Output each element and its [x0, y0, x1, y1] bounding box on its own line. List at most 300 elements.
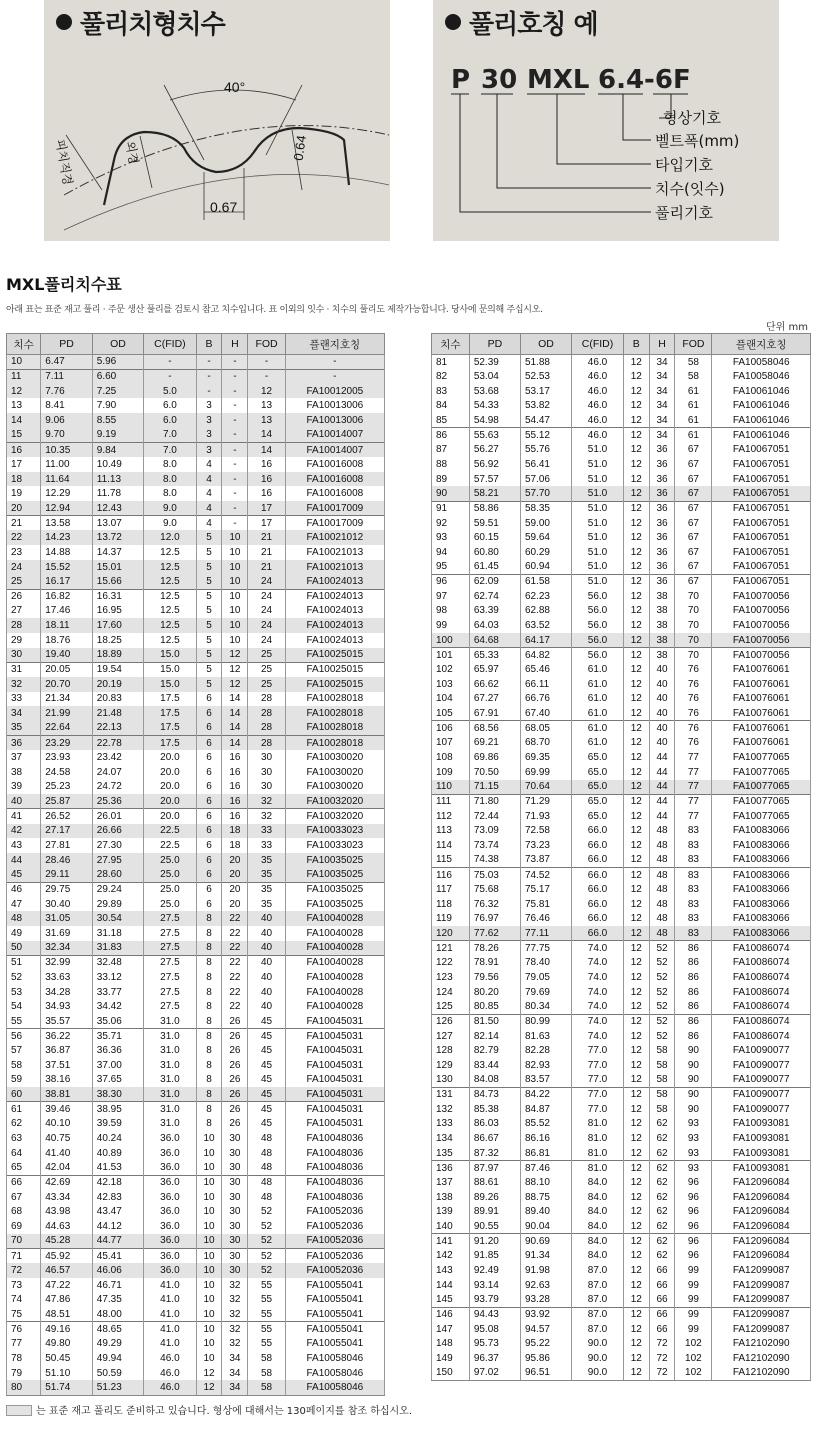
table-cell: 128: [432, 1043, 470, 1058]
table-cell: 67.40: [520, 706, 571, 721]
table-cell: FA10028018: [285, 721, 384, 736]
outer-dia-arrow: [140, 136, 152, 188]
table-cell: 53: [7, 985, 41, 1000]
table-cell: 58: [649, 1043, 675, 1058]
table-cell: 26: [222, 1117, 248, 1132]
table-row: [7, 1219, 385, 1234]
table-row: [432, 560, 811, 575]
table-cell: 62: [7, 1117, 41, 1132]
table-cell: 43: [7, 838, 41, 853]
table-cell: 36: [649, 530, 675, 545]
table-cell: 90.55: [469, 1219, 520, 1234]
table-cell: 67.91: [469, 706, 520, 721]
table-cell: 70: [675, 618, 712, 633]
table-cell: 59.00: [520, 516, 571, 531]
table-cell: 71.29: [520, 794, 571, 809]
table-cell: 34: [7, 706, 41, 721]
table-cell: 28: [248, 721, 285, 736]
table-cell: 69.86: [469, 750, 520, 765]
table-cell: 7.90: [92, 398, 144, 413]
table-cell: FA10032020: [285, 809, 384, 824]
pitch-diameter-label: 피치직경: [53, 138, 75, 187]
table-cell: 101: [432, 648, 470, 663]
table-cell: 12: [7, 384, 41, 399]
table-cell: 122: [432, 955, 470, 970]
table-cell: 28.60: [92, 867, 144, 882]
table-cell: 40: [248, 941, 285, 956]
table-cell: -: [222, 516, 248, 531]
table-cell: 26: [222, 1102, 248, 1117]
table-cell: 36.0: [144, 1263, 196, 1278]
table-row: [7, 369, 385, 384]
table-cell: 14: [7, 413, 41, 428]
table-cell: 6: [196, 838, 222, 853]
table-cell: 12: [623, 1117, 649, 1132]
table-cell: 46.0: [144, 1366, 196, 1381]
table-row: [7, 1058, 385, 1073]
table-row: [432, 765, 811, 780]
table-cell: 12: [222, 648, 248, 663]
table-row: [432, 369, 811, 384]
table-row: [432, 1263, 811, 1278]
table-cell: 78.40: [520, 955, 571, 970]
designation-diagram: [433, 40, 779, 240]
table-cell: FA10014007: [285, 428, 384, 443]
table-cell: 93.28: [520, 1293, 571, 1308]
table-cell: 46.0: [144, 1351, 196, 1366]
table-cell: 3: [196, 398, 222, 413]
table-cell: FA10045031: [285, 1117, 384, 1132]
table-row: [432, 1322, 811, 1337]
table-cell: 80.99: [520, 1014, 571, 1029]
table-row: [7, 1190, 385, 1205]
table-cell: 14.37: [92, 545, 144, 560]
table-cell: 11.78: [92, 486, 144, 501]
table-cell: 82.28: [520, 1043, 571, 1058]
table-cell: 87.0: [572, 1307, 624, 1322]
table-row: [432, 999, 811, 1014]
table-cell: 6: [196, 692, 222, 707]
table-cell: 5: [196, 633, 222, 648]
table-row: [432, 1102, 811, 1117]
table-cell: 36.0: [144, 1175, 196, 1190]
table-cell: FA10083066: [712, 926, 811, 941]
table-cell: 5.96: [92, 355, 144, 370]
table-row: [432, 897, 811, 912]
table-cell: 27: [7, 604, 41, 619]
table-row: [7, 926, 385, 941]
code-part-width-shape: 6.4-6F: [598, 65, 691, 95]
table-cell: 12: [623, 1175, 649, 1190]
table-cell: FA10077065: [712, 780, 811, 795]
table-cell: FA10016008: [285, 457, 384, 472]
table-row: [432, 457, 811, 472]
table-cell: 12: [623, 355, 649, 370]
table-cell: 31.0: [144, 1043, 196, 1058]
table-cell: FA12096084: [712, 1205, 811, 1220]
table-cell: 48: [649, 926, 675, 941]
table-cell: 51.88: [520, 355, 571, 370]
table-cell: 10: [222, 574, 248, 589]
table-cell: 69.21: [469, 736, 520, 751]
table-cell: 20.70: [41, 677, 93, 692]
table-cell: 48: [649, 897, 675, 912]
table-row: [7, 692, 385, 707]
table-cell: 32: [222, 1336, 248, 1351]
table-cell: FA10076061: [712, 706, 811, 721]
column-header: FOD: [675, 334, 712, 355]
table-cell: 53.04: [469, 369, 520, 384]
table-cell: 54.47: [520, 413, 571, 428]
table-cell: 58.21: [469, 486, 520, 501]
table-cell: 81.0: [572, 1131, 624, 1146]
table-cell: 70: [675, 589, 712, 604]
table-cell: 12: [248, 384, 285, 399]
table-cell: FA10048036: [285, 1131, 384, 1146]
table-cell: 130: [432, 1073, 470, 1088]
column-header: FOD: [248, 334, 285, 355]
table-cell: 52.53: [520, 369, 571, 384]
table-cell: 16: [222, 765, 248, 780]
table-cell: 73.09: [469, 824, 520, 839]
table-cell: 77.62: [469, 926, 520, 941]
table-cell: 99: [675, 1322, 712, 1337]
table-cell: 36: [649, 457, 675, 472]
table-cell: FA10045031: [285, 1043, 384, 1058]
table-cell: -: [196, 369, 222, 384]
table-cell: 31.69: [41, 926, 93, 941]
table-cell: 41.0: [144, 1307, 196, 1322]
table-cell: FA10052036: [285, 1263, 384, 1278]
table-row: [432, 1073, 811, 1088]
table-cell: 12: [623, 911, 649, 926]
table-cell: 61: [675, 384, 712, 399]
table-cell: 85: [432, 413, 470, 428]
table-cell: 14.23: [41, 530, 93, 545]
table-row: [432, 1014, 811, 1029]
table-row: [7, 1161, 385, 1176]
table-cell: 8.41: [41, 398, 93, 413]
table-cell: 64.68: [469, 633, 520, 648]
table-cell: FA10033023: [285, 838, 384, 853]
table-cell: 45: [248, 1102, 285, 1117]
table-cell: 138: [432, 1190, 470, 1205]
table-cell: 12: [623, 662, 649, 677]
table-row: [432, 736, 811, 751]
table-cell: 91.20: [469, 1234, 520, 1249]
table-cell: 48: [248, 1146, 285, 1161]
table-cell: 13.72: [92, 530, 144, 545]
table-row: [7, 648, 385, 663]
table-cell: 15.66: [92, 574, 144, 589]
table-cell: 15.0: [144, 662, 196, 677]
table-cell: 7.76: [41, 384, 93, 399]
table-cell: 16: [248, 486, 285, 501]
table-cell: 61.45: [469, 560, 520, 575]
table-cell: 26: [222, 1073, 248, 1088]
table-cell: 12.5: [144, 633, 196, 648]
table-cell: 87: [432, 442, 470, 457]
table-cell: 55.12: [520, 428, 571, 443]
table-cell: 8: [196, 1073, 222, 1088]
table-cell: FA10067051: [712, 516, 811, 531]
table-cell: FA10093081: [712, 1146, 811, 1161]
table-cell: 46.0: [572, 428, 624, 443]
table-row: [7, 955, 385, 970]
table-row: [7, 428, 385, 443]
table-cell: 96.51: [520, 1366, 571, 1381]
table-cell: 17.5: [144, 692, 196, 707]
table-cell: 62: [649, 1146, 675, 1161]
table-row: [7, 838, 385, 853]
table-cell: 12: [623, 1366, 649, 1381]
table-cell: FA12102090: [712, 1366, 811, 1381]
table-cell: FA10024013: [285, 633, 384, 648]
table-cell: 30: [222, 1263, 248, 1278]
table-cell: 48: [248, 1131, 285, 1146]
table-cell: 38.81: [41, 1087, 93, 1102]
legend-type-code: 타입기호: [655, 156, 713, 174]
table-cell: 22: [222, 911, 248, 926]
table-cell: 30: [7, 648, 41, 663]
table-cell: FA10012005: [285, 384, 384, 399]
table-cell: 15: [7, 428, 41, 443]
table-cell: 82.93: [520, 1058, 571, 1073]
table-cell: 58: [649, 1058, 675, 1073]
table-cell: 60: [7, 1087, 41, 1102]
table-cell: 48: [649, 838, 675, 853]
table-cell: 22: [7, 530, 41, 545]
table-row: [7, 516, 385, 531]
table-cell: 56.41: [520, 457, 571, 472]
table-row: [7, 618, 385, 633]
table-row: [7, 911, 385, 926]
table-cell: 46.0: [572, 355, 624, 370]
table-cell: 62.88: [520, 604, 571, 619]
table-cell: 48.65: [92, 1322, 144, 1337]
table-cell: 16: [248, 457, 285, 472]
table-cell: 67: [675, 486, 712, 501]
table-cell: 77.0: [572, 1073, 624, 1088]
table-cell: FA10090077: [712, 1058, 811, 1073]
table-cell: FA10070056: [712, 589, 811, 604]
table-cell: 6.47: [41, 355, 93, 370]
table-cell: 10.35: [41, 442, 93, 457]
table-cell: FA10035025: [285, 897, 384, 912]
table-cell: 76: [675, 721, 712, 736]
table-cell: 87.0: [572, 1263, 624, 1278]
table-cell: 58: [649, 1087, 675, 1102]
table-cell: 147: [432, 1322, 470, 1337]
table-cell: 34: [222, 1366, 248, 1381]
table-cell: 31.0: [144, 1058, 196, 1073]
table-cell: 93: [432, 530, 470, 545]
table-cell: 3: [196, 428, 222, 443]
table-cell: 23.42: [92, 750, 144, 765]
table-cell: 12: [623, 1322, 649, 1337]
table-cell: 139: [432, 1205, 470, 1220]
table-row: [7, 1249, 385, 1264]
table-cell: 27.5: [144, 926, 196, 941]
table-row: [7, 1102, 385, 1117]
table-cell: 97: [432, 589, 470, 604]
table-cell: 12.5: [144, 604, 196, 619]
table-cell: 40.89: [92, 1146, 144, 1161]
table-row: [7, 501, 385, 516]
table-cell: 25.0: [144, 867, 196, 882]
table-cell: 93: [675, 1117, 712, 1132]
table-row: [432, 882, 811, 897]
table-cell: 86.67: [469, 1131, 520, 1146]
table-row: [7, 1263, 385, 1278]
table-cell: 107: [432, 736, 470, 751]
table-cell: 129: [432, 1058, 470, 1073]
table-cell: 55.76: [520, 442, 571, 457]
table-cell: 20.0: [144, 780, 196, 795]
table-cell: 65.0: [572, 794, 624, 809]
table-cell: -: [222, 413, 248, 428]
table-cell: 17.5: [144, 736, 196, 751]
table-cell: 83: [675, 867, 712, 882]
table-cell: 34.28: [41, 985, 93, 1000]
table-cell: 66.0: [572, 853, 624, 868]
table-cell: 131: [432, 1087, 470, 1102]
table-row: [7, 1205, 385, 1220]
table-cell: 5: [196, 530, 222, 545]
table-row: [7, 721, 385, 736]
table-cell: 53.68: [469, 384, 520, 399]
table-row: [432, 955, 811, 970]
table-cell: 25: [248, 648, 285, 663]
table-cell: FA10093081: [712, 1131, 811, 1146]
table-cell: 12: [623, 633, 649, 648]
column-header: 치수: [432, 334, 470, 355]
table-cell: FA10070056: [712, 604, 811, 619]
table-cell: 14: [248, 442, 285, 457]
table-cell: 36.0: [144, 1190, 196, 1205]
table-cell: 13: [7, 398, 41, 413]
table-cell: 92.49: [469, 1263, 520, 1278]
table-cell: 96.37: [469, 1351, 520, 1366]
table-cell: 10: [196, 1351, 222, 1366]
table-cell: FA12096084: [712, 1249, 811, 1264]
table-cell: 8: [196, 999, 222, 1014]
table-cell: 66: [649, 1322, 675, 1337]
table-cell: 6: [196, 794, 222, 809]
table-cell: FA10076061: [712, 736, 811, 751]
table-cell: 95.86: [520, 1351, 571, 1366]
table-cell: 137: [432, 1175, 470, 1190]
table-row: [432, 648, 811, 663]
table-cell: 53.17: [520, 384, 571, 399]
table-cell: 27.5: [144, 999, 196, 1014]
table-cell: 70.50: [469, 765, 520, 780]
table-cell: 74.0: [572, 1029, 624, 1044]
table-cell: FA12099087: [712, 1293, 811, 1308]
table-cell: 41.0: [144, 1293, 196, 1308]
table-cell: 35.57: [41, 1014, 93, 1029]
table-cell: -: [248, 369, 285, 384]
table-cell: -: [222, 398, 248, 413]
table-cell: 37: [7, 750, 41, 765]
table-cell: FA10048036: [285, 1161, 384, 1176]
table-row: [7, 633, 385, 648]
table-cell: 12: [623, 413, 649, 428]
table-cell: 87.46: [520, 1161, 571, 1176]
table-row: [7, 1029, 385, 1044]
table-row: [7, 1322, 385, 1337]
table-cell: 4: [196, 472, 222, 487]
table-cell: -: [222, 428, 248, 443]
table-cell: 55: [248, 1322, 285, 1337]
table-cell: 38: [649, 648, 675, 663]
table-cell: 102: [432, 662, 470, 677]
table-cell: 38: [7, 765, 41, 780]
table-cell: 10: [196, 1205, 222, 1220]
table-row: [432, 530, 811, 545]
table-cell: 58: [649, 1102, 675, 1117]
table-cell: 21: [7, 516, 41, 531]
table-cell: 31.0: [144, 1087, 196, 1102]
table-cell: 95: [432, 560, 470, 575]
table-cell: 83.57: [520, 1073, 571, 1088]
table-cell: 17: [248, 501, 285, 516]
table-cell: FA12096084: [712, 1234, 811, 1249]
table-cell: 77: [675, 765, 712, 780]
table-cell: 12: [623, 765, 649, 780]
table-cell: 6.0: [144, 398, 196, 413]
table-cell: 28.46: [41, 853, 93, 868]
code-part-pulley: P: [451, 65, 471, 95]
table-cell: FA10025015: [285, 662, 384, 677]
table-cell: 52: [248, 1234, 285, 1249]
column-header: C(FID): [572, 334, 624, 355]
table-body: [432, 355, 811, 1381]
table-cell: 20: [222, 853, 248, 868]
table-cell: 32: [222, 1307, 248, 1322]
table-row: [432, 1146, 811, 1161]
table-cell: 10: [196, 1234, 222, 1249]
table-cell: 48: [248, 1161, 285, 1176]
table-cell: 86: [675, 985, 712, 1000]
table-cell: 30: [222, 1249, 248, 1264]
table-row: [7, 1146, 385, 1161]
table-cell: 67: [675, 457, 712, 472]
table-cell: FA10076061: [712, 721, 811, 736]
table-cell: FA10028018: [285, 706, 384, 721]
table-cell: 115: [432, 853, 470, 868]
table-row: [7, 398, 385, 413]
table-cell: FA10090077: [712, 1087, 811, 1102]
table-cell: 146: [432, 1307, 470, 1322]
table-cell: FA12102090: [712, 1336, 811, 1351]
table-cell: 63: [7, 1131, 41, 1146]
table-cell: 31.0: [144, 1102, 196, 1117]
table-cell: 84.0: [572, 1190, 624, 1205]
table-cell: 78.91: [469, 955, 520, 970]
table-cell: 56.0: [572, 633, 624, 648]
table-cell: 12: [196, 1380, 222, 1395]
table-cell: 51.0: [572, 516, 624, 531]
table-cell: 29.11: [41, 867, 93, 882]
table-cell: 37.51: [41, 1058, 93, 1073]
table-cell: 77: [675, 780, 712, 795]
column-header: PD: [41, 334, 93, 355]
table-cell: 10: [222, 618, 248, 633]
table-cell: 20.19: [92, 677, 144, 692]
table-cell: 61: [675, 398, 712, 413]
table-cell: FA10048036: [285, 1146, 384, 1161]
